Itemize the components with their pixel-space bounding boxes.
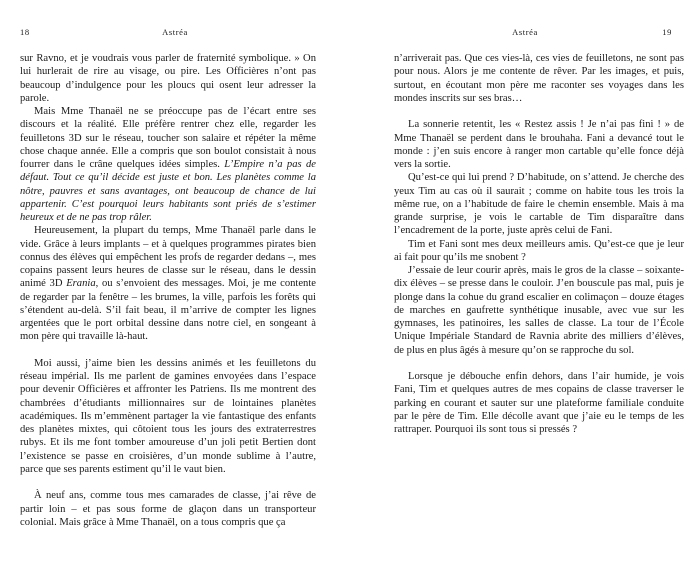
italic-title: Erania (66, 278, 96, 290)
italic-quote: L’Empire n’a pas de défaut. Tout ce qu’il décide est juste et bon. Les planètes comme la nôtre, pauvres et sans avantages, ont beaucoup de chance de lui appartenir. C’est pourquoi leurs habitants sont priés de s’estimer heureux et de ne pas trop râler. (20, 159, 316, 223)
paragraph: Moi aussi, j’aime bien les dessins animés et les feuilletons du réseau impérial. Ils me parlent de gamines envoyées dans l’espace pour devenir Officières et affronter les Patriens. Ils me montrent des chambrées d’étudiants millionnaires sur de lointaines planètes académiques. Ils m’emmènent partager la vie fantastique des enfants des planètes mixtes, qui côtoient tous les jours des extraterrestres rubys. Et ils me font tomber amoureuse d’un joli petit Bertien dont l’existence se passe en croisières, d’un monde sublime à l’autre, parce que ses parents estiment qu’il le vaut bien. (20, 357, 316, 475)
right-page (350, 0, 700, 562)
paragraph: La sonnerie retentit, les « Restez assis ! Je n’ai pas fini ! » de Mme Thanaël se perdent dans le brouhaha. Fani a devancé tout le monde : j’en suis encore à ranger mon cartable qu’elle fonce déjà vers la sortie. (394, 119, 684, 170)
paragraph: Tim et Fani sont mes deux meilleurs amis. Qu’est-ce que je leur ai fait pour qu’ils me snobent ? (394, 238, 684, 263)
paragraph: sur Ravno, et je voudrais vous parler de fraternité symbolique. » On lui hurlerait de rire au visage, ou pire. Les Officières n’ont pas beaucoup d’indulgence pour les ploucs qui osent leur adresser la parole. (20, 53, 316, 104)
paragraph: Lorsque je débouche enfin dehors, dans l’air humide, je vois Fani, Tim et quelques autres de mes copains de classe traverser le parking en courant et sauter sur une plateforme familiale conduite par le père de Tim. Elle décolle avant que j’aie eu le temps de les rattraper. Pourquoi ils sont tous si pressés ? (394, 371, 684, 435)
page-number: 18 (20, 27, 30, 37)
paragraph: n’arriverait pas. Que ces vies-là, ces vies de feuilletons, ne sont pas pour nous. Alors je me contente de rêver. Par les images, et puis, surtout, en écoutant mon père me raconter ses voyages dans les mondes inscrits sur ses bras… (394, 53, 684, 104)
paragraph-text: Heureusement, la plupart du temps, Mme Thanaël parle dans le vide. Grâce à leurs implants – et à quelques programmes pirates bien connus des élèves qui empêchent les profs de regarder dedans –, mes copains passent leurs heures de classe sur le réseau, dans le dessin animé 3D (20, 225, 316, 290)
paragraph (20, 105, 316, 224)
paragraph (20, 224, 316, 343)
right-page-body (394, 52, 684, 436)
left-page-header (0, 27, 350, 39)
left-page-body (20, 52, 316, 529)
paragraph: Qu’est-ce qui lui prend ? D’habitude, on s’attend. Je cherche des yeux Tim au cas où il saurait ; comme on habite tous les trois la même rue, on a l’habitude de faire le chemin ensemble. Mais à ma grande surprise, je vois le cartable de Tim disparaître dans l’encadrement de la porte, juste après celui de Fani. (394, 172, 684, 237)
paragraph-text: Mais Mme Thanaël ne se préoccupe pas de l’écart entre ses discours et la réalité. Elle préfère rentrer chez elle, regarder les feuilletons 3D sur le réseau, toucher son salaire et répéter la même chose chaque année. Elle a compris que son boulot consistait à nous fourrer dans le crâne quelques idées simples. (20, 106, 316, 170)
paragraph: À neuf ans, comme tous mes camarades de classe, j’ai rêve de partir loin – et pas sous forme de glaçon dans un transporteur colonial. Mais grâce à Mme Thanaël, on a tous compris que ça (20, 490, 316, 528)
right-page-header (350, 27, 700, 39)
paragraph-text: , ou s’envoient des messages. Moi, je me contente de regarder par la fenêtre – les brumes, la ville, parfois les forêts qui s’étendent au-delà. S’il fait beau, il m’arrive de compter les lignes argentées que le port orbital dessine dans notre ciel, en songeant à mon père qui travaille là-haut. (20, 278, 316, 343)
running-head: Astréa (162, 27, 188, 37)
running-head: Astréa (512, 27, 538, 37)
page-number: 19 (662, 27, 672, 37)
paragraph: J’essaie de leur courir après, mais le gros de la classe – soixante-dix élèves – se presse dans le couloir. J’en bouscule pas mal, puis je plonge dans la cohue du grand escalier en colimaçon – douze étages de marches en gaufrette synthétique inusable, avec vue sur les gymnases, les patinoires, les salles de classe. La tour de l’École Unique Impériale Standard de Ravnia abrite des milliers d’élèves, de plus en plus âgés à mesure qu’on se rapproche du sol. (394, 265, 684, 356)
